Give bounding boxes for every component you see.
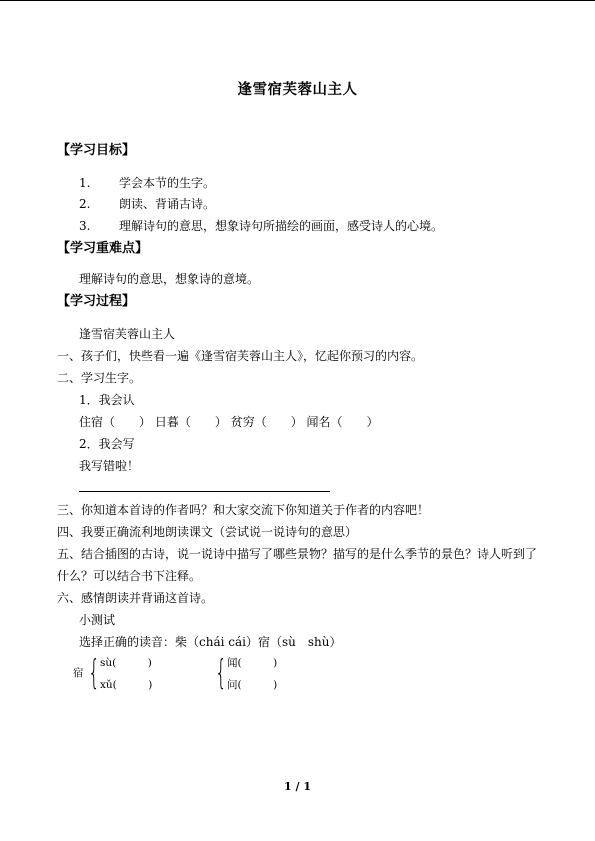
answer-line	[79, 491, 330, 492]
objective-num-1: 1.	[79, 176, 91, 190]
step-6: 六、感情朗读并背诵这首诗。	[57, 591, 214, 605]
word-item: 贫穷（ ）	[230, 415, 303, 429]
poem-title: 逢雪宿芙蓉山主人	[79, 327, 176, 341]
step-3: 三、你知道本首诗的作者吗？和大家交流下你知道关于作者的内容吧！	[57, 503, 430, 517]
keypoints-text: 理解诗句的意思，想象诗的意境。	[79, 272, 260, 286]
objective-text-2: 朗读、背诵古诗。	[119, 197, 216, 211]
objective-item-1	[79, 175, 215, 191]
step-4: 四、我要正确流利地朗读课文（尝试说一说诗句的意思）	[57, 525, 358, 539]
sub-step-recognize: 1．我会认	[79, 393, 135, 407]
objective-text-1: 学会本节的生字。	[119, 176, 216, 190]
objectives-heading: 【学习目标】	[57, 143, 136, 158]
step-1: 一、孩子们，快些看一遍《逢雪宿芙蓉山主人》，忆起你预习的内容。	[57, 349, 424, 363]
objective-text-3: 理解诗句的意思，想象诗句所描绘的画面，感受诗人的心境。	[119, 219, 444, 233]
objective-item-2	[79, 196, 215, 212]
quiz-instruction: 选择正确的读音：柴（chái cái）宿（sù shù）	[79, 635, 342, 649]
page-number: 1 / 1	[284, 780, 311, 793]
objective-num-2: 2.	[79, 197, 91, 211]
quiz-heading: 小测试	[79, 613, 116, 627]
process-heading: 【学习过程】	[57, 294, 136, 309]
page-title: 逢雪宿芙蓉山主人	[237, 82, 358, 98]
word-list	[79, 414, 379, 430]
quiz-option: sù( )	[100, 657, 152, 669]
word-item: 住宿（ ）	[79, 415, 152, 429]
step-5-line-2: 什么？可以结合书下注释。	[57, 569, 202, 583]
quiz-option: xǔ( )	[100, 679, 153, 691]
quiz-char: 宿	[73, 667, 84, 679]
objective-item-3	[79, 218, 443, 234]
quiz-option: 问( )	[227, 679, 278, 691]
step-5-line-1: 五、结合插图的古诗，说一说诗中描写了哪些景物？描写的是什么季节的景色？诗人听到了	[57, 547, 538, 561]
top-rule	[0, 0, 595, 1]
step-2: 二、学习生字。	[57, 371, 142, 385]
quiz-option: 闻( )	[227, 657, 278, 669]
left-brace-icon: {	[88, 653, 100, 693]
left-brace-icon: {	[215, 653, 227, 693]
sub-step-write: 2．我会写	[79, 437, 135, 451]
word-item: 闻名（ ）	[306, 415, 379, 429]
keypoints-heading: 【学习重难点】	[57, 241, 149, 256]
objective-num-3: 3.	[79, 219, 91, 233]
write-prompt: 我写错啦！	[79, 459, 140, 473]
word-item: 日暮（ ）	[154, 415, 227, 429]
